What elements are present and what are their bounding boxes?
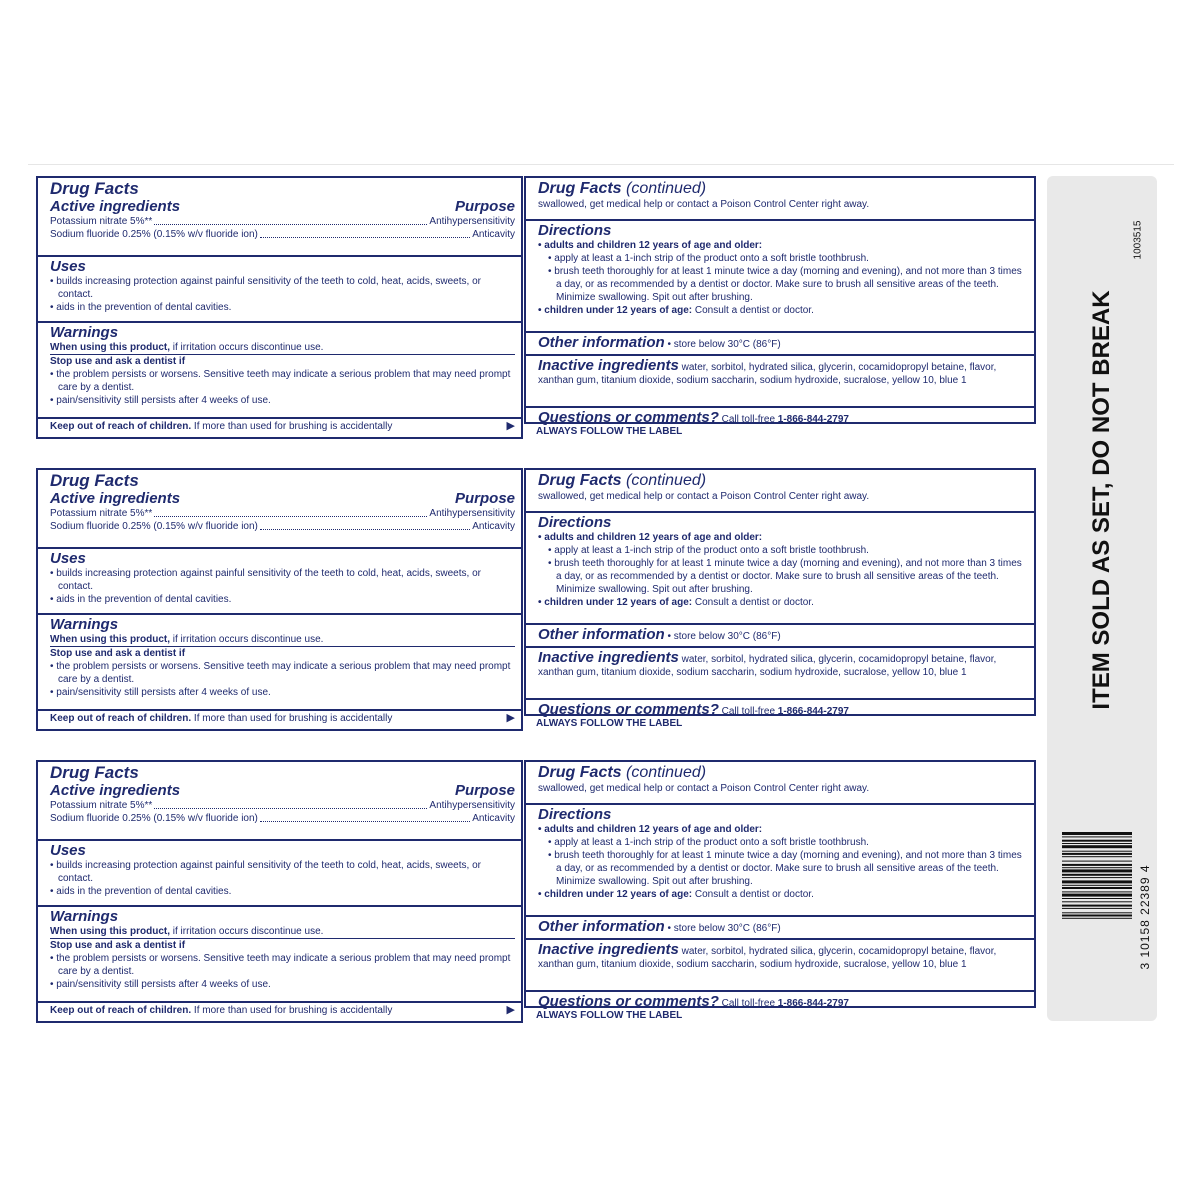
questions-section: [526, 408, 1034, 426]
continued-title: Drug Facts (continued): [538, 472, 707, 489]
always-follow-label: ALWAYS FOLLOW THE LABEL: [536, 718, 683, 729]
inactive-ingredients: Inactive ingredients water, sorbitol, hydrated silica, glycerin, cocamidopropyl betaine, flavor, xanthan gum, titanium dioxide, sodium saccharin, sodium hydroxide, sucralose, yellow 10, blue 1: [538, 941, 997, 970]
directions-section: [526, 221, 1034, 333]
ingredient-purpose: Antihypersensitivity: [429, 508, 515, 519]
barcode-bar: [1062, 874, 1132, 876]
use-item: • aids in the prevention of dental cavities.: [50, 594, 232, 605]
directions-section: [526, 513, 1034, 625]
warnings-section: [38, 323, 521, 419]
warnings-section: [38, 907, 521, 1003]
active-ingredients-heading: Active ingredients: [50, 198, 181, 215]
phone-number: 1-866-844-2797: [777, 706, 849, 717]
keep-out-section: [38, 1003, 521, 1021]
warnings-section: [38, 615, 521, 711]
ingredient-name: Sodium fluoride 0.25% (0.15% w/v fluoride ion): [50, 521, 258, 532]
continued-section: [526, 178, 1034, 221]
drug-facts-panel: [36, 760, 523, 1023]
inactive-section: [526, 648, 1034, 700]
other-info-section: [526, 625, 1034, 648]
barcode-bar: [1062, 912, 1132, 913]
barcode-bar: [1062, 891, 1132, 892]
questions-heading: Questions or comments?: [538, 409, 719, 426]
ingredient-row: [50, 799, 515, 812]
uses-heading: Uses: [50, 550, 86, 567]
ingredient-name: Potassium nitrate 5%**: [50, 508, 153, 519]
other-info-text: • store below 30°C (86°F): [664, 631, 781, 642]
inactive-ingredients: Inactive ingredients water, sorbitol, hydrated silica, glycerin, cocamidopropyl betaine, flavor, xanthan gum, titanium dioxide, sodium saccharin, sodium hydroxide, sucralose, yellow 10, blue 1: [538, 357, 997, 386]
questions-text: Call toll-free: [718, 414, 778, 425]
questions-section: [526, 992, 1034, 1010]
uses-section: [38, 257, 521, 323]
barcode-bar: [1062, 861, 1132, 862]
drug-facts-set: [36, 456, 1036, 731]
active-ingredients-heading: Active ingredients: [50, 782, 181, 799]
active-ingredients-section: [38, 470, 521, 549]
barcode-number: 3 10158 22389 4: [1138, 864, 1152, 970]
continued-section: [526, 762, 1034, 805]
uses-heading: Uses: [50, 842, 86, 859]
barcode-bar: [1062, 885, 1132, 886]
keep-out-line: Keep out of reach of children. If more than used for brushing is accidentally: [50, 421, 393, 432]
ingredient-row: [50, 215, 515, 228]
drug-facts-continued-panel: [524, 176, 1036, 424]
barcode-bar: [1062, 908, 1132, 909]
barcode-bar: [1062, 869, 1132, 872]
questions-heading: Questions or comments?: [538, 993, 719, 1010]
keep-out-line: Keep out of reach of children. If more than used for brushing is accidentally: [50, 713, 393, 724]
uses-section: [38, 549, 521, 615]
stop-use-heading: Stop use and ask a dentist if: [50, 938, 515, 952]
barcode-bar: [1062, 918, 1132, 919]
questions-text: Call toll-free: [718, 998, 778, 1009]
questions-heading: Questions or comments?: [538, 701, 719, 718]
ingredient-name: Potassium nitrate 5%**: [50, 216, 153, 227]
swallowed-line: swallowed, get medical help or contact a Poison Control Center right away.: [538, 491, 870, 502]
active-ingredients-section: [38, 762, 521, 841]
ingredient-name: Sodium fluoride 0.25% (0.15% w/v fluoride ion): [50, 813, 258, 824]
direction-item: • apply at least a 1-inch strip of the product onto a soft bristle toothbrush.: [548, 253, 869, 264]
stop-use-item: • pain/sensitivity still persists after 4 weeks of use.: [50, 979, 271, 990]
active-ingredients-section: [38, 178, 521, 257]
barcode-bar: [1062, 836, 1132, 837]
other-info-section: [526, 917, 1034, 940]
direction-item: • brush teeth thoroughly for at least 1 minute twice a day (morning and evening), and not more than 3 times a day, or as recommended by a dentist or doctor. Make sure to brush all sensitive areas of the teeth. Minimize swallowing. Spit out after brushing.: [548, 558, 1022, 595]
stop-use-heading: Stop use and ask a dentist if: [50, 354, 515, 368]
ingredient-purpose: Antihypersensitivity: [429, 216, 515, 227]
use-item: • aids in the prevention of dental cavities.: [50, 886, 232, 897]
purpose-heading: Purpose: [454, 490, 515, 507]
barcode-bar: [1062, 887, 1132, 889]
uses-heading: Uses: [50, 258, 86, 275]
drug-facts-continued-panel: [524, 468, 1036, 716]
purpose-heading: Purpose: [454, 782, 515, 799]
other-info-text: • store below 30°C (86°F): [664, 923, 781, 934]
drug-facts-title: Drug Facts: [50, 179, 139, 198]
barcode-bar: [1062, 880, 1132, 883]
direction-item: • apply at least a 1-inch strip of the product onto a soft bristle toothbrush.: [548, 837, 869, 848]
barcode-bar: [1062, 915, 1132, 917]
continued-title: Drug Facts (continued): [538, 180, 707, 197]
continue-arrow-icon: ▶: [506, 712, 515, 724]
phone-number: 1-866-844-2797: [777, 998, 849, 1009]
drug-facts-set: [36, 748, 1036, 1023]
direction-item: • brush teeth thoroughly for at least 1 minute twice a day (morning and evening), and not more than 3 times a day, or as recommended by a dentist or doctor. Make sure to brush all sensitive areas of the teeth. Minimize swallowing. Spit out after brushing.: [548, 850, 1022, 887]
barcode-bar: [1062, 845, 1132, 848]
use-item: • builds increasing protection against painful sensitivity of the teeth to cold, heat, acids, sweets, or contact.: [50, 568, 481, 592]
use-item: • builds increasing protection against painful sensitivity of the teeth to cold, heat, acids, sweets, or contact.: [50, 860, 481, 884]
keep-out-line: Keep out of reach of children. If more than used for brushing is accidentally: [50, 1005, 393, 1016]
other-info-heading: Other information: [538, 918, 665, 935]
ingredient-name: Sodium fluoride 0.25% (0.15% w/v fluoride ion): [50, 229, 258, 240]
swallowed-line: swallowed, get medical help or contact a Poison Control Center right away.: [538, 199, 870, 210]
always-follow-label: ALWAYS FOLLOW THE LABEL: [536, 1010, 683, 1021]
questions-section: [526, 700, 1034, 718]
warnings-heading: Warnings: [50, 324, 119, 341]
continue-arrow-icon: ▶: [506, 420, 515, 432]
ingredient-row: [50, 812, 515, 825]
other-info-heading: Other information: [538, 626, 665, 643]
continued-title: Drug Facts (continued): [538, 764, 707, 781]
other-info-section: [526, 333, 1034, 356]
warnings-heading: Warnings: [50, 616, 119, 633]
ingredient-purpose: Anticavity: [472, 521, 515, 532]
inactive-section: [526, 940, 1034, 992]
when-using-line: When using this product, if irritation occurs discontinue use.: [50, 342, 324, 353]
stop-use-item: • pain/sensitivity still persists after 4 weeks of use.: [50, 687, 271, 698]
barcode-bar: [1062, 898, 1132, 899]
stop-use-item: • the problem persists or worsens. Sensitive teeth may indicate a serious problem that may need prompt care by a dentist.: [50, 661, 511, 685]
directions-section: [526, 805, 1034, 917]
active-ingredients-heading: Active ingredients: [50, 490, 181, 507]
directions-heading: Directions: [538, 806, 612, 823]
barcode-bar: [1062, 905, 1132, 907]
keep-out-section: [38, 711, 521, 729]
drug-facts-title: Drug Facts: [50, 471, 139, 490]
direction-item: • apply at least a 1-inch strip of the product onto a soft bristle toothbrush.: [548, 545, 869, 556]
barcode-bar: [1062, 832, 1132, 835]
continue-arrow-icon: ▶: [506, 1004, 515, 1016]
drug-facts-panel: [36, 176, 523, 439]
direction-item: • brush teeth thoroughly for at least 1 minute twice a day (morning and evening), and not more than 3 times a day, or as recommended by a dentist or doctor. Make sure to brush all sensitive areas of the teeth. Minimize swallowing. Spit out after brushing.: [548, 266, 1022, 303]
barcode-bar: [1062, 843, 1132, 844]
uses-section: [38, 841, 521, 907]
drug-facts-continued-panel: [524, 760, 1036, 1008]
ingredient-purpose: Antihypersensitivity: [429, 800, 515, 811]
directions-children: • children under 12 years of age: Consult a dentist or doctor.: [538, 889, 814, 900]
directions-adults: • adults and children 12 years of age and older:: [538, 824, 763, 835]
drug-facts-panel: [36, 468, 523, 731]
directions-heading: Directions: [538, 514, 612, 531]
ingredient-purpose: Anticavity: [472, 813, 515, 824]
directions-adults: • adults and children 12 years of age and older:: [538, 532, 763, 543]
questions-text: Call toll-free: [718, 706, 778, 717]
barcode-icon: [1062, 830, 1132, 1005]
barcode-bar: [1062, 901, 1132, 902]
set-notice: ITEM SOLD AS SET, DO NOT BREAK: [1088, 290, 1115, 710]
inactive-ingredients: Inactive ingredients water, sorbitol, hydrated silica, glycerin, cocamidopropyl betaine, flavor, xanthan gum, titanium dioxide, sodium saccharin, sodium hydroxide, sucralose, yellow 10, blue 1: [538, 649, 997, 678]
stop-use-item: • pain/sensitivity still persists after 4 weeks of use.: [50, 395, 271, 406]
phone-number: 1-866-844-2797: [777, 414, 849, 425]
purpose-heading: Purpose: [454, 198, 515, 215]
directions-heading: Directions: [538, 222, 612, 239]
inactive-section: [526, 356, 1034, 408]
directions-children: • children under 12 years of age: Consult a dentist or doctor.: [538, 305, 814, 316]
ingredient-row: [50, 228, 515, 241]
warnings-heading: Warnings: [50, 908, 119, 925]
drug-facts-set: [36, 164, 1036, 439]
directions-adults: • adults and children 12 years of age and older:: [538, 240, 763, 251]
stop-use-item: • the problem persists or worsens. Sensitive teeth may indicate a serious problem that may need prompt care by a dentist.: [50, 953, 511, 977]
barcode-bar: [1062, 853, 1132, 855]
barcode-bar: [1062, 864, 1132, 866]
other-info-heading: Other information: [538, 334, 665, 351]
when-using-line: When using this product, if irritation occurs discontinue use.: [50, 634, 324, 645]
drug-facts-title: Drug Facts: [50, 763, 139, 782]
other-info-text: • store below 30°C (86°F): [664, 339, 781, 350]
keep-out-section: [38, 419, 521, 437]
barcode-bar: [1062, 856, 1132, 857]
stop-use-item: • the problem persists or worsens. Sensitive teeth may indicate a serious problem that may need prompt care by a dentist.: [50, 369, 511, 393]
continued-section: [526, 470, 1034, 513]
when-using-line: When using this product, if irritation occurs discontinue use.: [50, 926, 324, 937]
always-follow-label: ALWAYS FOLLOW THE LABEL: [536, 426, 683, 437]
ingredient-name: Potassium nitrate 5%**: [50, 800, 153, 811]
barcode-bar: [1062, 877, 1132, 878]
barcode-bar: [1062, 840, 1132, 842]
barcode-bar: [1062, 851, 1132, 852]
stop-use-heading: Stop use and ask a dentist if: [50, 646, 515, 660]
barcode-bar: [1062, 867, 1132, 868]
swallowed-line: swallowed, get medical help or contact a Poison Control Center right away.: [538, 783, 870, 794]
directions-children: • children under 12 years of age: Consult a dentist or doctor.: [538, 597, 814, 608]
ingredient-row: [50, 507, 515, 520]
ingredient-row: [50, 520, 515, 533]
use-item: • builds increasing protection against painful sensitivity of the teeth to cold, heat, acids, sweets, or contact.: [50, 276, 481, 300]
item-code: 1003515: [1132, 220, 1144, 260]
use-item: • aids in the prevention of dental cavities.: [50, 302, 232, 313]
ingredient-purpose: Anticavity: [472, 229, 515, 240]
barcode-bar: [1062, 894, 1132, 897]
